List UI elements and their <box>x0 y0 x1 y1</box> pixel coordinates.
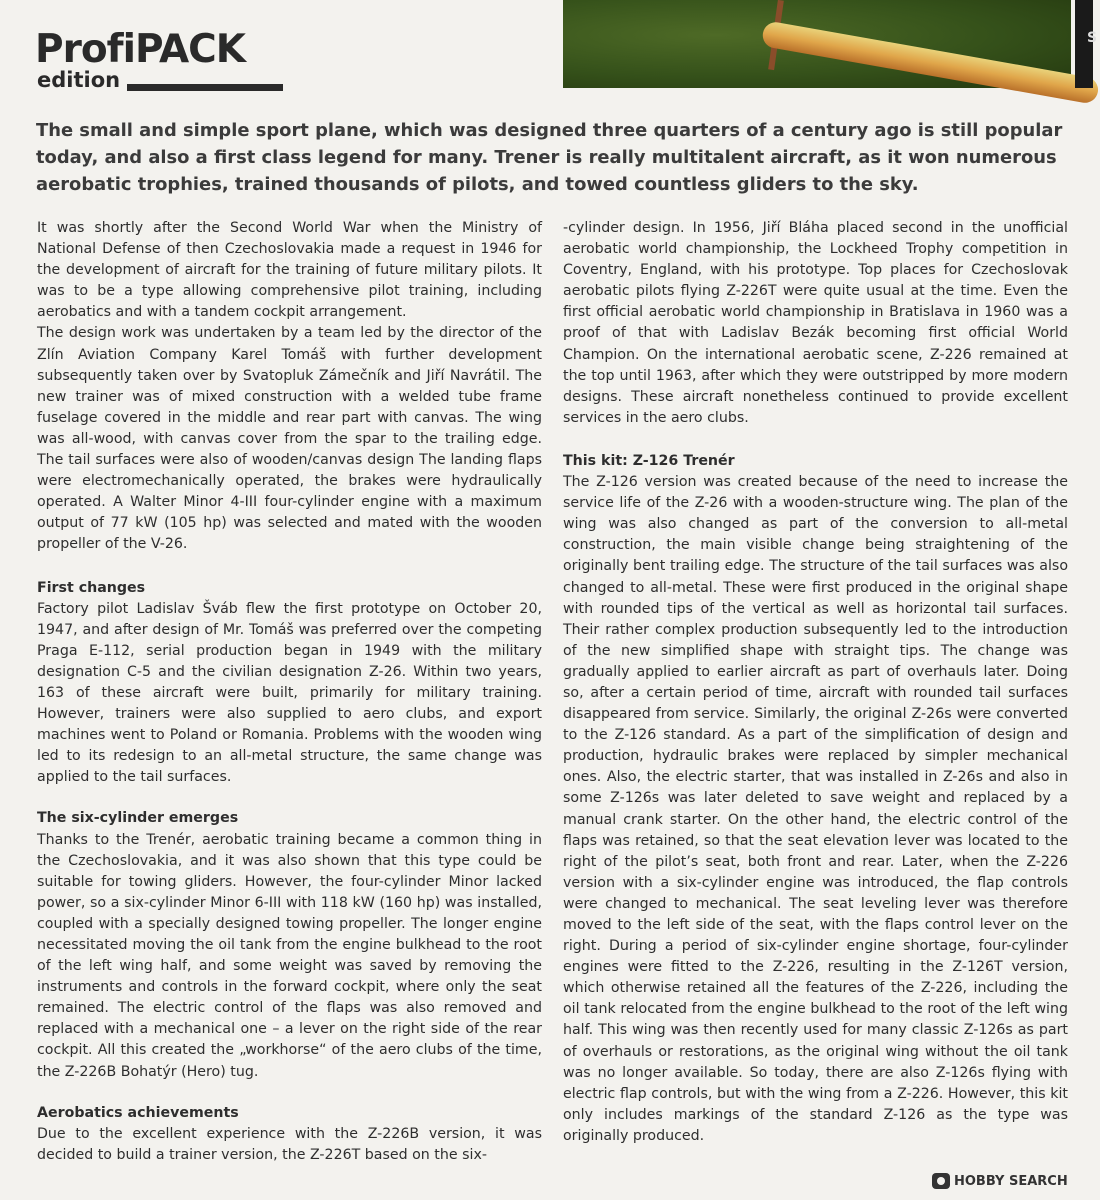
watermark-suffix: SEARCH <box>1008 1173 1068 1189</box>
aerobatics-paragraph: Due to the excellent experience with the Z-226B version, it was decided to build a trainer version, the Z-226T based on the six- <box>37 1125 542 1163</box>
hobbysearch-logo-icon <box>932 1173 950 1189</box>
aircraft-photo <box>563 0 1071 88</box>
logo-title: ProfiPACK <box>35 27 245 72</box>
photo-edge-letter: S <box>1087 30 1098 46</box>
heading-six-cylinder: The six-cylinder emerges <box>37 810 239 827</box>
profipack-logo <box>35 27 287 96</box>
intro-paragraph: It was shortly after the Second World War when the Ministry of National Defense of then Czechoslovakia made a request in 1946 for the development of aircraft for the training of future military pilots. It was to be a type allowing comprehensive pilot training, including aerobatics and with a tandem cockpit arrangement. <box>37 220 542 321</box>
logo-subtitle: edition <box>37 68 121 92</box>
right-column <box>563 218 1068 1147</box>
heading-this-kit: This kit: Z-126 Trenér <box>563 452 735 469</box>
watermark-text <box>954 1174 1068 1189</box>
this-kit-paragraph: The Z-126 version was created because of the need to increase the service life of the Z-26 with a wooden-structure wing. The plan of the wing was also changed as part of the conversion to all-metal construction, the main visible change being straightening of the originally bent trailing edge. The structure of the tail surfaces was also changed to all-metal. These were first produced in the original shape with rounded tips of the vertical as well as horizontal tail surfaces. Their rather complex production subsequently led to the introduction of the new simplified shape with straight tips. The change was gradually applied to earlier aircraft as part of overhauls later. Doing so, after a certain period of time, aircraft with rounded tail surfaces disappeared from service. Similarly, the original Z-26s were converted to the Z-126 standard. As a part of the simplification of design and production, hydraulic brakes were replaced by simpler mechanical ones. Also, the electric starter, that was installed in Z-26s and also in some Z-126s was later deleted to save weight and replaced by a manual crank starter. On the other hand, the electric control of the flaps was retained, so that the seat elevation lever was located to the right of the pilot’s seat, both front and rear. Later, when the Z-226 version with a six-cylinder engine was introduced, the flap controls were changed to mechanical. The seat leveling lever was therefore moved to the left side of the seat, with the flaps control lever on the right. During a period of six-cylinder engine shortage, four-cylinder engines were fitted to the Z-226, resulting in the Z-126T version, which otherwise retained all the features of the Z-226, including the oil tank relocated from the engine bulkhead to the root of the left wing half. This wing was then recently used for many classic Z-126s as part of overhauls or restorations, as the original wing without the oil tank was no longer available. So today, there are also Z-126s flying with electric flap controls, but with the wing from a Z-226. However, this kit only includes markings of the standard Z-126 as the type was originally produced. <box>563 474 1068 1144</box>
left-column <box>37 218 542 1166</box>
lead-paragraph: The small and simple sport plane, which was designed three quarters of a century ago is still popular today, and also a first class legend for many. Trener is really multitalent aircraft, as it won numerous aerobatic trophies, trained thousands of pilots, and towed countless gliders to the sky. <box>36 120 1063 195</box>
photo-edge-strip <box>1075 0 1098 88</box>
watermark-brand: HOBBY <box>954 1173 1005 1189</box>
six-cylinder-paragraph: Thanks to the Trenér, aerobatic training became a common thing in the Czechoslovakia, and it was also shown that this type could be suitable for towing gliders. However, the four-cylinder Minor lacked power, so a six-cylinder Minor 6-III with 118 kW (160 hp) was installed, coupled with a specially designed towing propeller. The longer engine necessitated moving the oil tank from the engine bulkhead to the root of the left wing half, and some weight was saved by removing the instruments and controls in the forward cockpit, where only the seat remained. The electric control of the flaps was also removed and replaced with a mechanical one – a lever on the right side of the rear cockpit. All this created the „workhorse“ of the aero clubs of the time, the Z-226B Bohatýr (Hero) tug. <box>37 831 542 1080</box>
aerobatics-continued-paragraph: -cylinder design. In 1956, Jiří Bláha placed second in the unofficial aerobatic world championship, the Lockheed Trophy competition in Coventry, England, with his prototype. Top places for Czechoslovak aerobatic pilots flying Z-226T were quite usual at the time. Even the first official aerobatic world championship in Bratislava in 1960 was a proof of that with Ladislav Bezák becoming first official World Champion. On the international aerobatic scene, Z-226 remained at the top until 1963, after which they were outstripped by more modern designs. These aircraft nonetheless continued to provide excellent services in the aero clubs. <box>563 220 1068 426</box>
first-changes-paragraph: Factory pilot Ladislav Šváb flew the first prototype on October 20, 1947, and after design of Mr. Tomáš was preferred over the competing Praga E-112, serial production began in 1949 with the military designation C-5 and the civilian designation Z-26. Within two years, 163 of these aircraft were built, primarily for military training. However, trainers were also supplied to aero clubs, and export machines went to Poland or Romania. Problems with the wooden wing led to its redesign to an all-metal structure, the same change was applied to the tail surfaces. <box>37 600 542 786</box>
heading-first-changes: First changes <box>37 579 146 596</box>
heading-aerobatics: Aerobatics achievements <box>37 1104 239 1121</box>
logo-underline-bar <box>127 84 283 91</box>
logo-subtitle-row <box>35 70 287 96</box>
hobbysearch-watermark <box>932 1171 1092 1191</box>
design-paragraph: The design work was undertaken by a team led by the director of the Zlín Aviation Company Karel Tomáš with further development subsequently taken over by Svatopluk Zámečník and Jiří Navrátil. The new trainer was of mixed construction with a welded tube frame fuselage covered in the middle and rear part with canvas. The wing was all-wood, with canvas cover from the spar to the trailing edge. The tail surfaces were also of wooden/canvas design The landing flaps were electromechanically operated, the brakes were hydraulically operated. A Walter Minor 4-III four-cylinder engine with a maximum output of 77 kW (105 hp) was selected and mated with the wooden propeller of the V-26. <box>37 325 542 553</box>
photo-wing <box>761 20 1100 105</box>
